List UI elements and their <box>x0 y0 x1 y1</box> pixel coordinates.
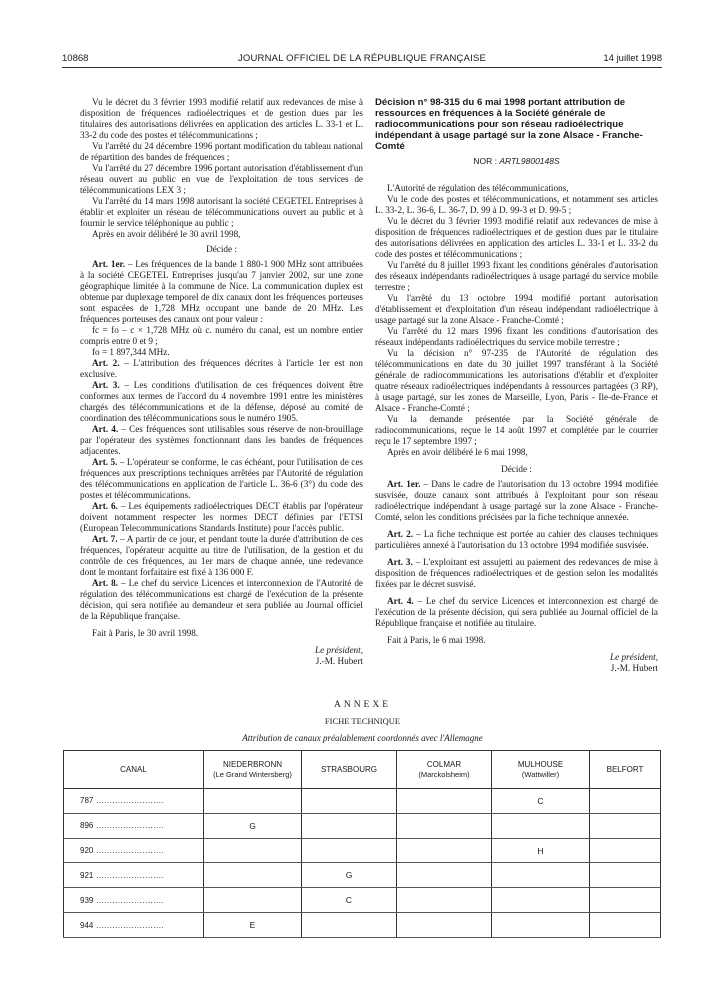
article-7 <box>80 534 363 578</box>
article-text: – A partir de ce jour, et pendant toute la durée d'attribution de ces fréquences, l'opérateur acquitte au titre de l'utilisation, de la gestion et du contrôle de ces fréquences, au 1er mars de chaque année, une redevance dont le montant forfaitaire est fixé à 136 000 F. <box>80 534 363 577</box>
table-cell: G <box>302 863 397 888</box>
article-2 <box>375 529 658 551</box>
table-cell: C <box>492 789 590 814</box>
article-text: – Le chef du service Licences et interconnexion de l'Autorité de régulation des télécommunications est chargé de l'exécution de la présente décision, qui sera notifiée au demandeur et sera publiée au Journal officiel de la République française. <box>80 578 363 621</box>
article-2 <box>80 358 363 380</box>
visa-paragraph: Vu l'arrêté du 24 décembre 1996 portant modification du tableau national de répartition des bandes de fréquences ; <box>80 141 363 162</box>
channel-table <box>63 750 661 938</box>
column-header: CANAL <box>64 751 204 789</box>
authority-line: L'Autorité de régulation des télécommunications, <box>387 183 569 193</box>
decide-heading: Décide : <box>501 464 532 474</box>
article-text: – L'opérateur se conforme, le cas échéant, pour l'utilisation de ces fréquences aux prescriptions techniques arrêtées par l'Autorité de régulation des télécommunications en application de l'article L. 36-6 (3°) du code des postes et télécommunications. <box>80 457 363 500</box>
article-label: Art. 4. <box>92 424 119 434</box>
done-at: Fait à Paris, le 6 mai 1998. <box>387 635 486 645</box>
table-row <box>64 789 661 814</box>
article-label: Art. 4. <box>387 596 414 606</box>
table-cell <box>302 789 397 814</box>
table-row <box>64 913 661 938</box>
column-header: STRASBOURG <box>302 751 397 789</box>
table-cell <box>492 863 590 888</box>
table-cell <box>590 913 661 938</box>
article-label: Art. 7. <box>92 534 118 544</box>
article-label: Art. 3. <box>387 557 413 567</box>
visa-paragraph: Vu la demande présentée par la Société générale de radiocommunications, reçue le 14 août 1997 et complétée par le courrier reçu le 17 septembre 1997 ; <box>375 414 658 446</box>
page-number: 10868 <box>62 53 89 64</box>
channel-cell: 921 ......................... <box>64 863 204 888</box>
table-row <box>64 813 661 838</box>
article-label: Art. 1er. <box>92 259 126 269</box>
table-cell <box>397 838 492 863</box>
table-cell: H <box>492 838 590 863</box>
table-cell <box>590 838 661 863</box>
right-column <box>375 97 658 674</box>
signature-title: Le président, <box>315 645 363 655</box>
column-header: MULHOUSE (Wattwiller) <box>492 751 590 789</box>
table-row <box>64 863 661 888</box>
table-row <box>64 888 661 913</box>
table-cell: C <box>302 888 397 913</box>
article-1 <box>375 479 658 523</box>
channel-cell: 939 ......................... <box>64 888 204 913</box>
formula-line: fc = fo – c × 1,728 MHz où c. numéro du canal, est un nombre entier compris entre 0 et 9 ; <box>80 325 363 346</box>
article-text: – Les équipements radioélectriques DECT établis par l'opérateur doivent notamment respecter les normes DECT définies par l'ETSI (European Telecommunications Standards Institute) pour l'accès public. <box>80 501 363 533</box>
article-text: – Les conditions d'utilisation de ces fréquences doivent être conformes aux termes de l'accord du 4 novembre 1991 entre les ministères chargés des télécommunications et de la défense, déposé au comité de coordination des télécommunications sous le numéro 1905. <box>80 380 363 423</box>
table-header-row <box>64 751 661 789</box>
table-cell <box>397 789 492 814</box>
article-3 <box>375 557 658 590</box>
signature-name: J.-M. Hubert <box>315 656 363 666</box>
table-cell <box>492 913 590 938</box>
table-cell: E <box>204 913 302 938</box>
table-cell <box>397 863 492 888</box>
table-cell <box>397 888 492 913</box>
table-cell <box>204 888 302 913</box>
table-cell <box>590 888 661 913</box>
table-cell <box>302 838 397 863</box>
column-header: NIEDERBRONN (Le Grand Wintersberg) <box>204 751 302 789</box>
journal-title: JOURNAL OFFICIEL DE LA RÉPUBLIQUE FRANÇAISE <box>237 53 487 64</box>
visa-paragraph: Vu l'arrêté du 12 mars 1996 fixant les conditions d'autorisation des réseaux indépendants radioélectriques du service mobile terrestre ; <box>375 326 658 347</box>
channel-cell: 920 ......................... <box>64 838 204 863</box>
deliberation-paragraph: Après en avoir délibéré le 6 mai 1998, <box>387 447 528 457</box>
article-text: – L'attribution des fréquences décrites à l'article 1er est non exclusive. <box>80 358 363 379</box>
annexe-caption: Attribution de canaux préalablement coordonnés avec l'Allemagne <box>242 733 483 743</box>
left-column <box>80 97 363 667</box>
table-cell <box>590 813 661 838</box>
article-label: Art. 8. <box>92 578 118 588</box>
article-label: Art. 2. <box>92 358 120 368</box>
article-text: – La fiche technique est portée au cahier des clauses techniques particulières annexé à l'autorisation du 13 octobre 1994 modifiée susvisée. <box>375 529 658 550</box>
article-label: Art. 2. <box>387 529 414 539</box>
signature-name: J.-M. Hubert <box>610 663 658 673</box>
column-header: BELFORT <box>590 751 661 789</box>
article-6 <box>80 501 363 534</box>
formula-line: fo = 1 897,344 MHz. <box>92 347 170 357</box>
article-5 <box>80 457 363 501</box>
table-cell <box>590 789 661 814</box>
issue-date: 14 juillet 1998 <box>603 53 662 64</box>
visa-paragraph: Vu le code des postes et télécommunications, et notamment ses articles L. 33-2, L. 36-6, L. 36-7, D. 99 à D. 99-3 et D. 99-5 ; <box>375 194 658 215</box>
table-cell: G <box>204 813 302 838</box>
visa-paragraph: Vu l'arrêté du 13 octobre 1994 modifié portant autorisation d'établissement et d'exploitation d'un réseau indépendant radioélectrique à usage partagé sur la zone Alsace - Franche-Comté ; <box>375 293 658 325</box>
done-at: Fait à Paris, le 30 avril 1998. <box>92 628 199 638</box>
article-text: – Ces fréquences sont utilisables sous réserve de non-brouillage par l'opérateur des systèmes fonctionnant dans les bandes de fréquences adjacentes. <box>80 424 364 456</box>
article-4 <box>375 596 658 629</box>
visa-paragraph: Vu l'arrêté du 8 juillet 1993 fixant les conditions générales d'autorisation des réseaux indépendants radioélectriques à usage partagé du service mobile terrestre ; <box>375 260 658 292</box>
article-1 <box>80 259 363 325</box>
article-text: – Les fréquences de la bande 1 880-1 900 MHz sont attribuées à la société CEGETEL Entreprises jusqu'au 7 janvier 2002, sur une zone géographique limitée à la commune de Nice. La communication duplex est obtenue par duplexage temporel de dix canaux dont les fréquences porteuses sont espacées de 1,728 MHz occupant une bande de 20 MHz. Les fréquences porteuses des canaux ont pour valeur : <box>80 259 364 324</box>
nor-code: ARTL9800148S <box>499 156 560 166</box>
article-label: Art. 5. <box>92 457 118 467</box>
channel-cell: 944 ......................... <box>64 913 204 938</box>
table-cell <box>204 838 302 863</box>
header-rule <box>62 67 662 68</box>
visa-paragraph: Vu le décret du 3 février 1993 modifié relatif aux redevances de mise à disposition de fréquences radioélectriques et de gestion dues par le titulaire des autorisations délivrées en application des articles L. 33-1 et L. 33-2 du code des postes et télécommunications ; <box>375 216 658 259</box>
table-row <box>64 838 661 863</box>
decision-title: Décision n° 98-315 du 6 mai 1998 portant attribution de ressources en fréquences à la Société générale de radiocommunications pour son réseau radioélectrique indépendant à usage partagé sur la zone Alsace - Franche-Comté <box>375 97 643 152</box>
article-3 <box>80 380 363 424</box>
visa-paragraph: Vu la décision n° 97-235 de l'Autorité de régulation des télécommunications en date du 30 juillet 1997 transférant à la Société générale de radiocommunications les autorisations d'établir et d'exploiter quatre réseaux radioélectriques indépendants à ressources partagées (3 RP), à usage partagé, sur les zones de Marseille, Lyon, Paris - Ile-de-France et Alsace - Franche-Comté ; <box>375 348 658 413</box>
deliberation-paragraph: Après en avoir délibéré le 30 avril 1998, <box>92 229 241 239</box>
table-cell <box>302 813 397 838</box>
annexe-title: ANNEXE <box>333 700 392 710</box>
article-8 <box>80 578 363 622</box>
article-text: – Dans le cadre de l'autorisation du 13 octobre 1994 modifiée susvisée, douze canaux sont attribués à l'exploitant pour son réseau radioélectrique indépendant à usage partagé sur la zone Alsace - Franche-Comté, selon les conditions précisées par la fiche technique annexée. <box>375 479 658 522</box>
table-cell <box>590 863 661 888</box>
table-cell <box>397 813 492 838</box>
article-label: Art. 1er. <box>387 479 421 489</box>
table-cell <box>204 863 302 888</box>
table-cell <box>492 888 590 913</box>
table-cell <box>204 789 302 814</box>
article-4 <box>80 424 363 457</box>
decide-heading: Décide : <box>206 244 237 254</box>
table-cell <box>302 913 397 938</box>
channel-cell: 787 ......................... <box>64 789 204 814</box>
table-cell <box>397 913 492 938</box>
nor-label: NOR : <box>473 156 500 166</box>
table-cell <box>492 813 590 838</box>
visa-paragraph: Vu l'arrêté du 27 décembre 1996 portant autorisation d'établissement d'un réseau ouvert au public en vue de l'exploitation de tous services de télécommunications LEX 3 ; <box>80 163 363 195</box>
article-text: – L'exploitant est assujetti au paiement des redevances de mise à disposition de fréquences radioélectriques et de gestion selon les modalités fixées par le décret susvisé. <box>375 557 658 589</box>
fiche-technique-title: FICHE TECHNIQUE <box>324 716 401 726</box>
visa-paragraph: Vu le décret du 3 février 1993 modifié relatif aux redevances de mise à disposition de fréquences radioélectriques et de gestion dues par les titulaires des autorisations délivrées en application des articles L. 33-1 et L. 33-2 du code des postes et télécommunications ; <box>80 97 363 140</box>
visa-paragraph: Vu l'arrêté du 14 mars 1998 autorisant la société CEGETEL Entreprises à établir et exploiter un réseau de télécommunications ouvert au public et à fournir le service téléphonique au public ; <box>80 196 363 228</box>
column-header: COLMAR (Marckolsheim) <box>397 751 492 789</box>
article-label: Art. 3. <box>92 380 120 390</box>
nor-reference <box>375 156 658 167</box>
article-text: – Le chef du service Licences et interconnexion est chargé de l'exécution de la présente décision, qui sera publiée au Journal officiel de la République française et notifiée au titulaire. <box>375 596 658 628</box>
channel-cell: 896 ......................... <box>64 813 204 838</box>
signature-title: Le président, <box>610 652 658 662</box>
article-label: Art. 6. <box>92 501 118 511</box>
